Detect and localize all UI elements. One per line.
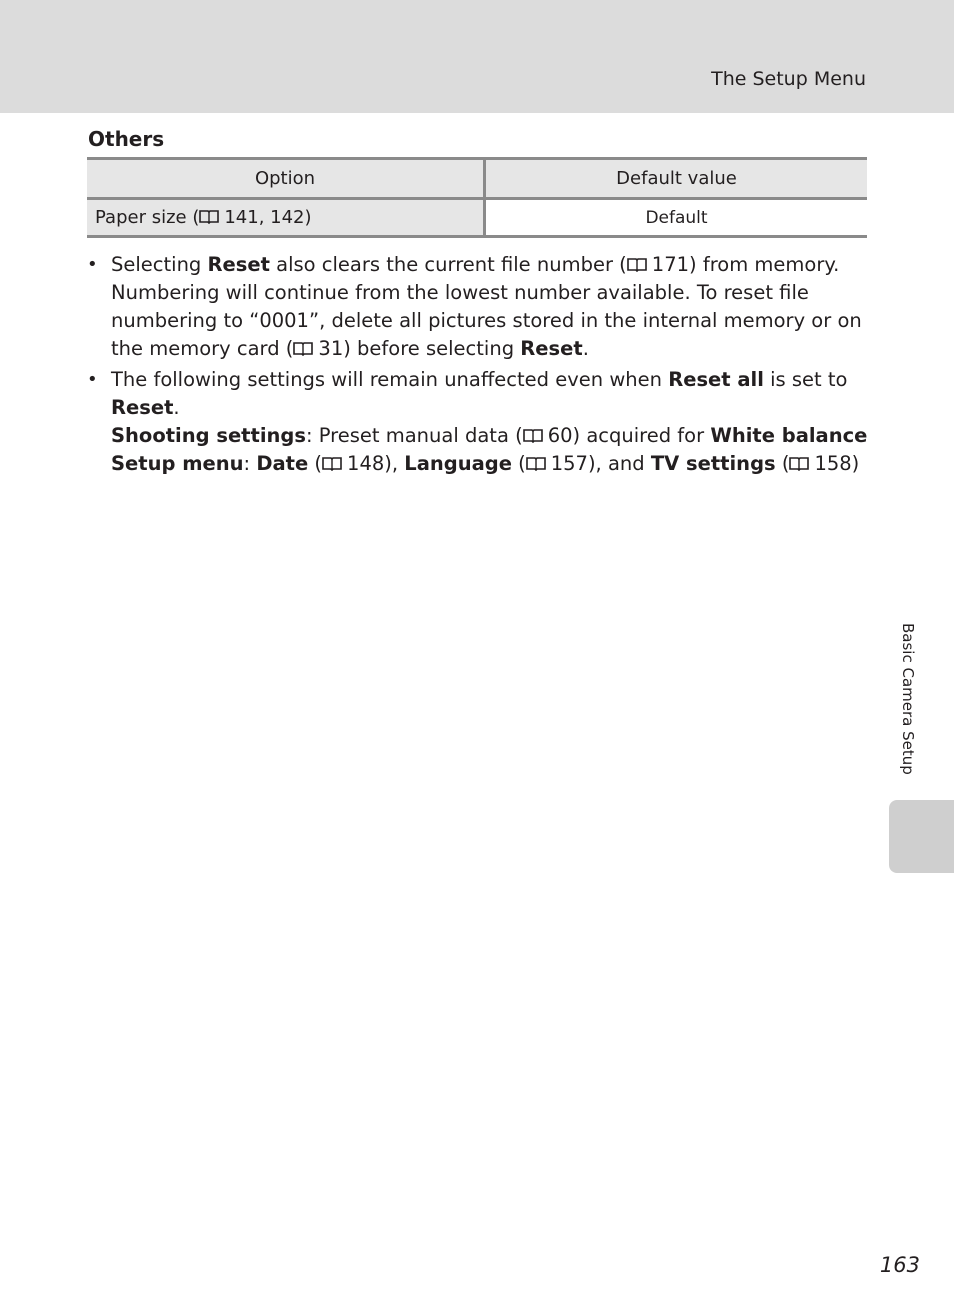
text: .	[582, 337, 589, 360]
table-row	[87, 199, 867, 237]
book-reference-icon	[322, 456, 342, 471]
side-tab	[889, 800, 954, 873]
book-reference-icon	[789, 456, 809, 471]
book-reference-icon	[627, 257, 647, 272]
list-item	[87, 251, 877, 363]
text: also clears the current file number (	[269, 253, 627, 276]
keyword: Reset	[207, 253, 270, 276]
keyword: TV settings	[650, 452, 776, 475]
side-tab-label: Basic Camera Setup	[899, 623, 917, 775]
text: (	[775, 452, 790, 475]
text: 171) from memory. Numbering will continue from the lowest number available. To reset file numbering to “0001”, delete all pictures stored in the internal memory or on the memory card (	[111, 253, 862, 360]
text: (	[511, 452, 526, 475]
bullet-dot: •	[87, 369, 98, 390]
text: .	[173, 396, 180, 419]
book-reference-icon	[523, 428, 543, 443]
text: : Preset manual data (	[305, 424, 523, 447]
book-reference-icon	[293, 341, 313, 356]
header-option: Option	[87, 159, 485, 199]
text: 148),	[347, 452, 405, 475]
keyword: Reset all	[668, 368, 764, 391]
list-item	[87, 366, 877, 478]
text: 60) acquired for	[547, 424, 711, 447]
header-band	[0, 0, 954, 113]
text: The following settings will remain unaffected even when	[111, 368, 669, 391]
keyword: Reset	[111, 396, 174, 419]
text: (	[308, 452, 323, 475]
section-title: Others	[88, 127, 165, 151]
text: 158)	[814, 452, 860, 475]
keyword: Date	[256, 452, 309, 475]
text: 31) before selecting	[318, 337, 521, 360]
keyword: White balance	[710, 424, 868, 447]
table-header-row	[87, 159, 867, 199]
text: 157), and	[550, 452, 651, 475]
keyword: Reset	[520, 337, 583, 360]
page-number: 163	[879, 1253, 920, 1277]
keyword: Setup menu	[111, 452, 244, 475]
book-reference-icon	[526, 456, 546, 471]
bullet-dot: •	[87, 254, 98, 275]
text: Selecting	[111, 253, 208, 276]
option-cell	[87, 199, 485, 237]
option-prefix: Paper size (	[95, 207, 200, 228]
text: is set to	[763, 368, 848, 391]
text: :	[243, 452, 257, 475]
keyword: Shooting settings	[111, 424, 306, 447]
option-refs: 141, 142)	[224, 207, 312, 228]
book-reference-icon	[199, 209, 219, 224]
settings-table	[87, 157, 867, 238]
running-head: The Setup Menu	[711, 68, 866, 90]
header-default-value: Default value	[485, 159, 868, 199]
default-cell: Default	[485, 199, 868, 237]
notes-list	[87, 251, 877, 481]
keyword: Language	[404, 452, 512, 475]
